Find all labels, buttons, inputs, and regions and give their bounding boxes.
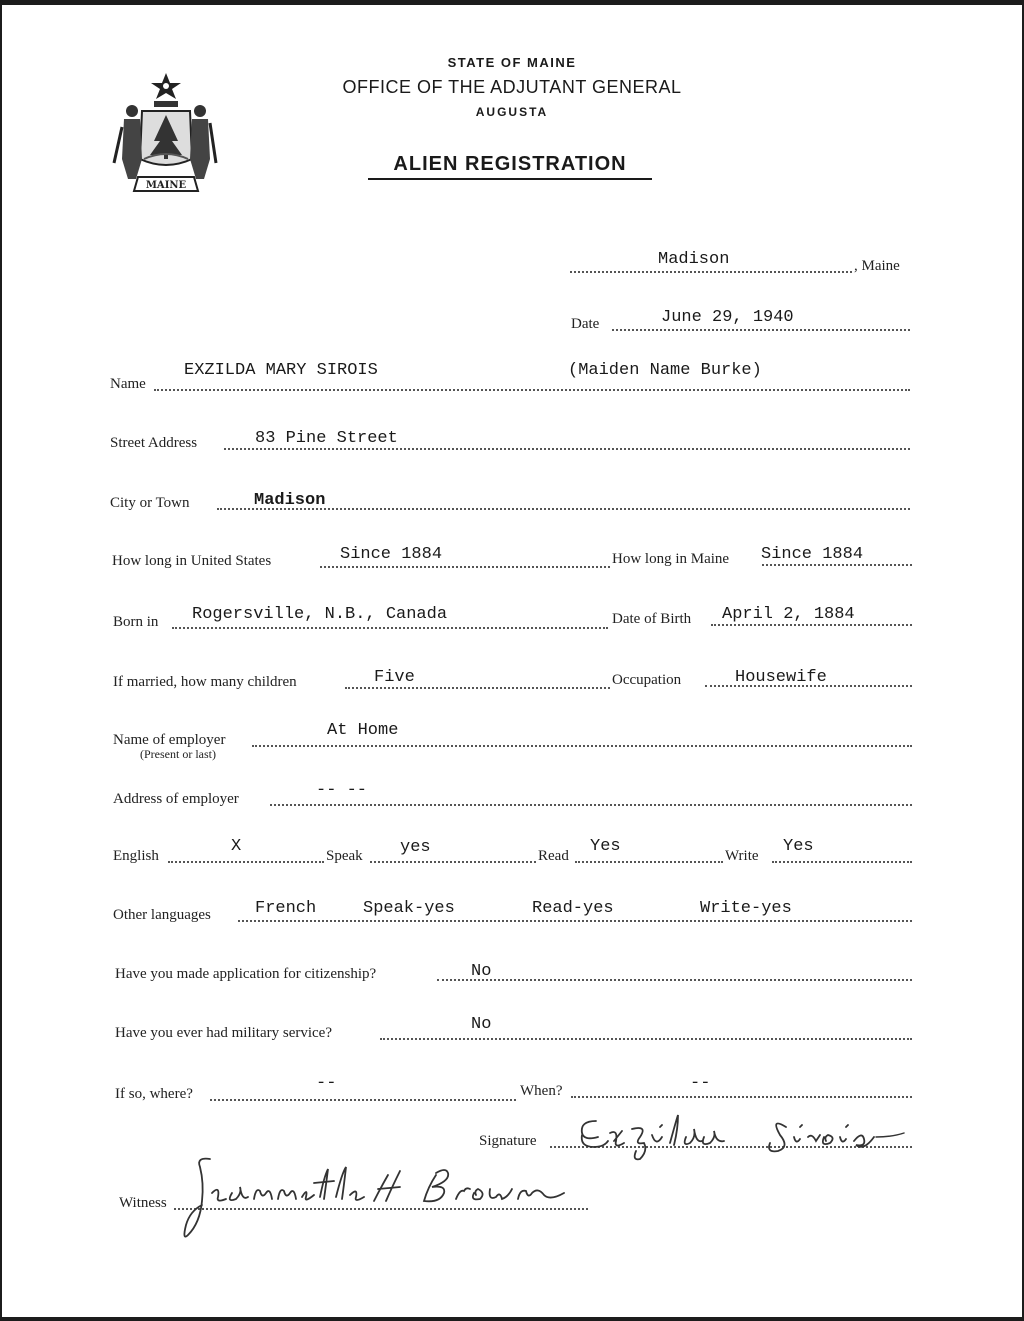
dob-value: April 2, 1884 [722, 605, 855, 624]
where-dotted-line [210, 1099, 516, 1101]
dob-dotted-line [711, 624, 912, 626]
born-value: Rogersville, N.B., Canada [192, 605, 448, 624]
date-label: Date [571, 316, 600, 332]
employer-sublabel: (Present or last) [140, 747, 216, 761]
state-heading: STATE OF MAINE [447, 55, 577, 70]
citizenship-dotted-line [437, 979, 912, 981]
place-suffix: , Maine [854, 258, 900, 274]
other-language-read: Read-yes [532, 899, 614, 918]
children-value: Five [374, 668, 415, 687]
date-dotted-line [612, 329, 910, 331]
citizenship-label: Have you made application for citizenship? [115, 966, 377, 982]
witness-signature-handwriting [174, 1153, 614, 1249]
place-value: Madison [658, 250, 730, 269]
street-dotted-line [224, 448, 910, 450]
english-write-dotted-line [772, 861, 912, 863]
seal-banner-text: MAINE [145, 180, 187, 191]
maiden-name-value: (Maiden Name Burke) [568, 361, 762, 380]
dob-label: Date of Birth [612, 611, 692, 627]
english-read-value: Yes [590, 837, 621, 856]
employer-address-dotted-line [270, 804, 912, 806]
name-dotted-line [154, 389, 910, 391]
occupation-value: Housewife [735, 668, 827, 687]
occupation-label: Occupation [612, 672, 682, 688]
children-dotted-line [345, 687, 610, 689]
military-label: Have you ever had military service? [115, 1025, 332, 1041]
form-title: ALIEN REGISTRATION [368, 153, 652, 180]
english-write-value: Yes [783, 837, 814, 856]
english-value: X [231, 837, 242, 856]
employer-dotted-line [252, 745, 912, 747]
citizenship-value: No [471, 962, 492, 981]
when-dotted-line [571, 1096, 912, 1098]
english-read-label: Read [538, 848, 569, 864]
where-value: -- [316, 1074, 337, 1093]
office-heading: OFFICE OF THE ADJUTANT GENERAL [342, 77, 682, 97]
us-length-label: How long in United States [112, 553, 272, 569]
born-dotted-line [172, 627, 608, 629]
date-value: June 29, 1940 [661, 308, 794, 327]
english-read-dotted-line [575, 861, 723, 863]
city-town-value: Madison [254, 491, 326, 510]
street-value: 83 Pine Street [255, 429, 398, 448]
signature-handwriting [574, 1107, 944, 1161]
name-label: Name [110, 376, 146, 392]
employer-label: Name of employer [113, 732, 226, 748]
military-dotted-line [380, 1038, 912, 1040]
employer-address-label: Address of employer [113, 791, 239, 807]
other-languages-label: Other languages [113, 907, 211, 923]
english-speak-dotted-line [370, 861, 536, 863]
where-label: If so, where? [115, 1086, 193, 1102]
english-speak-label: Speak [326, 848, 363, 864]
when-value: -- [690, 1074, 711, 1093]
english-speak-value: yes [400, 838, 431, 857]
other-languages-dotted-line [238, 920, 912, 922]
name-value: EXZILDA MARY SIROIS [184, 361, 378, 380]
street-label: Street Address [110, 435, 198, 451]
employer-address-value: -- -- [316, 781, 368, 800]
english-label: English [113, 848, 159, 864]
maine-length-dotted-line [762, 564, 912, 566]
registration-form [2, 5, 1022, 1317]
other-language-speak: Speak-yes [363, 899, 455, 918]
maine-length-value: Since 1884 [761, 545, 864, 564]
city-heading: AUGUSTA [475, 105, 549, 119]
employer-value: At Home [327, 721, 399, 740]
signature-label: Signature [479, 1133, 537, 1149]
military-value: No [471, 1015, 492, 1034]
born-label: Born in [113, 614, 159, 630]
us-length-value: Since 1884 [340, 545, 443, 564]
english-dotted-line [168, 861, 324, 863]
children-label: If married, how many children [113, 674, 297, 690]
us-length-dotted-line [320, 566, 610, 568]
other-language-write: Write-yes [700, 899, 792, 918]
when-label: When? [520, 1083, 563, 1099]
other-language-name: French [255, 899, 317, 918]
maine-length-label: How long in Maine [612, 551, 730, 567]
place-dotted-line [570, 271, 852, 273]
english-write-label: Write [725, 848, 759, 864]
witness-label: Witness [119, 1195, 167, 1211]
city-town-label: City or Town [110, 495, 190, 511]
